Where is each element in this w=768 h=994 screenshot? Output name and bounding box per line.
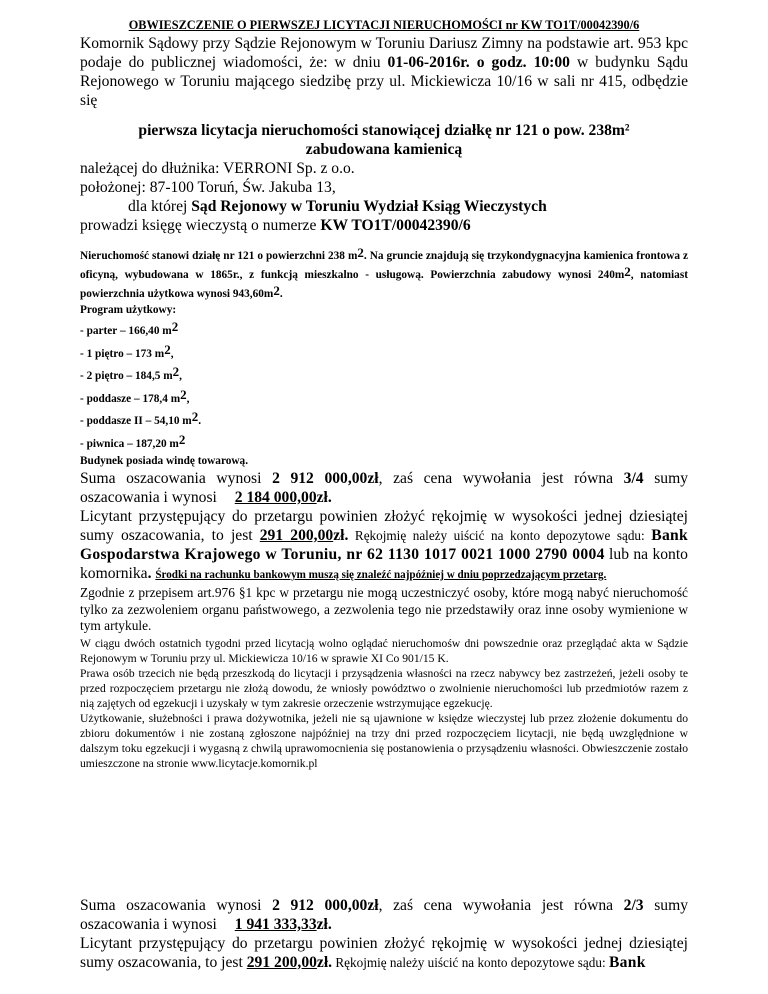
price-text: , zaś cena wywołania jest równa [378,896,624,914]
floor-item [80,341,688,364]
program-title: Program użytkowy: [80,304,177,316]
starting-price: 1 941 333,33 [234,915,317,933]
floor-item [80,318,688,341]
register-line [80,216,688,235]
deposit-text: Rękojmię należy uiścić na konto depozytowe sądu: [348,528,652,543]
elevator-line: Budynek posiada windę towarową. [80,455,249,467]
estimate-sum: 2 912 000,00zł [272,470,379,487]
register-prefix: prowadzi księgę wieczystą o numerze [80,217,321,234]
court-prefix: dla której [128,198,192,215]
deposit-amount: 291 200,00 [259,527,334,544]
currency-suffix: zł. [333,527,349,544]
starting-price: 2 184 000,00 [234,489,317,506]
floor-label: - poddasze – 178,4 m [80,392,181,405]
sq-superscript-3: 2 [273,283,280,298]
debtor-line: należącej do dłużnika: VERRONI Sp. z o.o. [80,160,355,177]
sq-superscript: 2 [191,409,199,424]
intro-paragraph [80,34,688,110]
deposit-text: . [147,565,156,582]
notice-document [80,18,688,972]
info-section [80,636,688,771]
sq-superscript: 2 [171,319,179,334]
floor-label: - 2 piętro – 184,5 m [80,370,173,382]
sq-superscript: 2 [164,341,171,357]
deposit-paragraph-1 [80,507,688,585]
bank-account: Bank Gospodarstwa Krajowego w Toruniu, nr 62 1130 1017 0021 1000 2790 0004 [80,527,688,563]
auction-heading-line-1: pierwsza licytacja nieruchomości stanowiącej działkę nr 121 o pow. 238m² [138,122,630,139]
address-line: położonej: 87-100 Toruń, Św. Jakuba 13, [80,179,336,196]
deposit-paragraph-2 [80,934,688,972]
desc-part-1: Nieruchomość stanowi działę nr 121 o powierzchni 238 m [80,250,358,262]
court-name: Sąd Rejonowy w Toruniu Wydział Ksiąg Wieczystych [191,198,547,215]
floor-label: - poddasze II – 54,10 m [80,415,192,427]
price-paragraph-1 [80,469,688,507]
floor-suffix: , [179,370,182,382]
auction-heading-line-2: zabudowana kamienicą [305,141,463,158]
bank-account: Bank [608,953,646,971]
floor-item [80,386,688,409]
price-text: Suma oszacowania wynosi [80,470,273,487]
deposit-text: Licytant przystępujący do przetargu powinien złożyć rękojmię w wysokości jednej dziesiątej sumy oszacowania, to jest [80,508,688,544]
deposit-text: lub na konto komornika [80,546,688,582]
floor-label: - 1 piętro – 173 m [80,347,165,360]
register-number: KW TO1T/00042390/6 [320,217,471,234]
floor-suffix: , [186,392,190,405]
info-paragraph: W ciągu dwóch ostatnich tygodni przed licytacją wolno oglądać nieruchomośw dni powszednie oraz przeglądać akta w Sądzie Rejonowym w Toruniu przy ul. Mickiewicza 10/16 w sprawie XI Co 901/15 K. [80,636,688,665]
currency-suffix: zł. [316,915,332,933]
floor-item [80,431,688,454]
desc-part-3: , natomiast powierzchnia użytkowa wynosi 943,60m [80,269,688,300]
price-fraction: 3/4 [623,470,644,487]
price-text: sumy oszacowania i wynosi [80,896,689,933]
deposit-text: Licytant przystępujący do przetargu powinien złożyć rękojmię w wysokości jednej dziesiątej sumy oszacowania, to jest [80,934,688,971]
estimate-sum: 2 912 000,00zł [272,896,379,914]
floor-suffix: . [198,415,202,427]
sq-superscript: 2 [180,386,187,402]
desc-part-2: . Na gruncie znajdują się trzykondygnacyjna kamienica frontowa z oficyną, wybudowana w 1865r., z funkcją mieszkalno - usługową. Powierzchnia zabudowy wynosi 240m [80,250,689,281]
law-paragraph: Zgodnie z przepisem art.976 §1 kpc w przetargu nie mogą uczestniczyć osoby, które mogą nabyć nieruchomość tylko za zezwoleniem organu państwowego, a zezwolenia tego nie przedstawiły oraz inne osoby wymienione w tym artykule. [80,585,688,633]
price-text: , zaś cena wywołania jest równa [378,470,624,487]
price-paragraph-2 [80,896,688,934]
deposit-text: Rękojmię należy uiścić na konto depozytowe sądu: [332,954,609,970]
floor-item [80,363,688,386]
info-paragraph: Użytkowanie, służebności i prawa dożywotnika, jeżeli nie są ujawnione w księdze wieczystej lub przez złożenie dokumentu do zbioru dokumentów i nie zostaną zgłoszone najpóźniej na trzy dni przed rozpoczęciem licytacji, nie będą uwzględnione w dalszym toku egzekucji i wygasną z chwilą uprawomocnienia się postanowienia o przysądzeniu własności. Obwieszczenie zostało umieszczone na stronie www.licytacje.komornik.pl [80,711,688,770]
floor-item [80,408,688,431]
sq-superscript: 2 [178,431,186,447]
deposit-deadline-note: Środki na rachunku bankowym muszą się znaleźć najpóźniej w dniu poprzedzającym przetarg. [155,569,607,581]
property-description [80,245,688,302]
sq-superscript: 2 [172,364,180,379]
deposit-amount: 291 200,00 [246,953,317,971]
currency-suffix: zł. [316,489,332,506]
floor-label: - parter – 166,40 m [80,325,172,337]
floor-list [80,318,688,453]
sq-superscript-2: 2 [624,264,631,279]
intro-text-2: w budynku Sądu Rejonowego w Toruniu mającego siedzibę przy ul. Mickiewicza 10/16 w sali nr 415, odbędzie się [80,54,689,109]
floor-label: - piwnica – 187,20 m [80,437,179,450]
desc-part-4: . [279,288,283,300]
price-text: sumy oszacowania i wynosi [80,470,689,506]
currency-suffix: zł. [316,953,333,971]
floor-suffix: , [170,347,174,360]
price-fraction: 2/3 [623,896,644,914]
sq-superscript-1: 2 [357,245,364,260]
info-paragraph: Prawa osób trzecich nie będą przeszkodą do licytacji i przysądzenia własności na rzecz nabywcy bez zastrzeżeń, jeżeli osoby te przed rozpoczęciem przetargu nie złożą dowodu, że wniosły powództwo o zwolnienie nieruchomości lub przedmiotów razem z nią zajętych od egzekucji i uzyskały w tym zakresie orzeczenie wstrzymujące egzekucję. [80,666,688,710]
intro-text-1: Komornik Sądowy przy Sądzie Rejonowym w Toruniu Dariusz Zimny na podstawie art. 953 kpc podaje do publicznej wiadomości, że: w dniu [80,35,688,71]
auction-date: 01-06-2016r. o godz. 10:00 [387,54,570,71]
price-text: Suma oszacowania wynosi [80,896,273,914]
court-line [80,197,688,216]
notice-title: OBWIESZCZENIE O PIERWSZEJ LICYTACJI NIERUCHOMOŚCI nr KW TO1T/00042390/6 [128,18,640,32]
